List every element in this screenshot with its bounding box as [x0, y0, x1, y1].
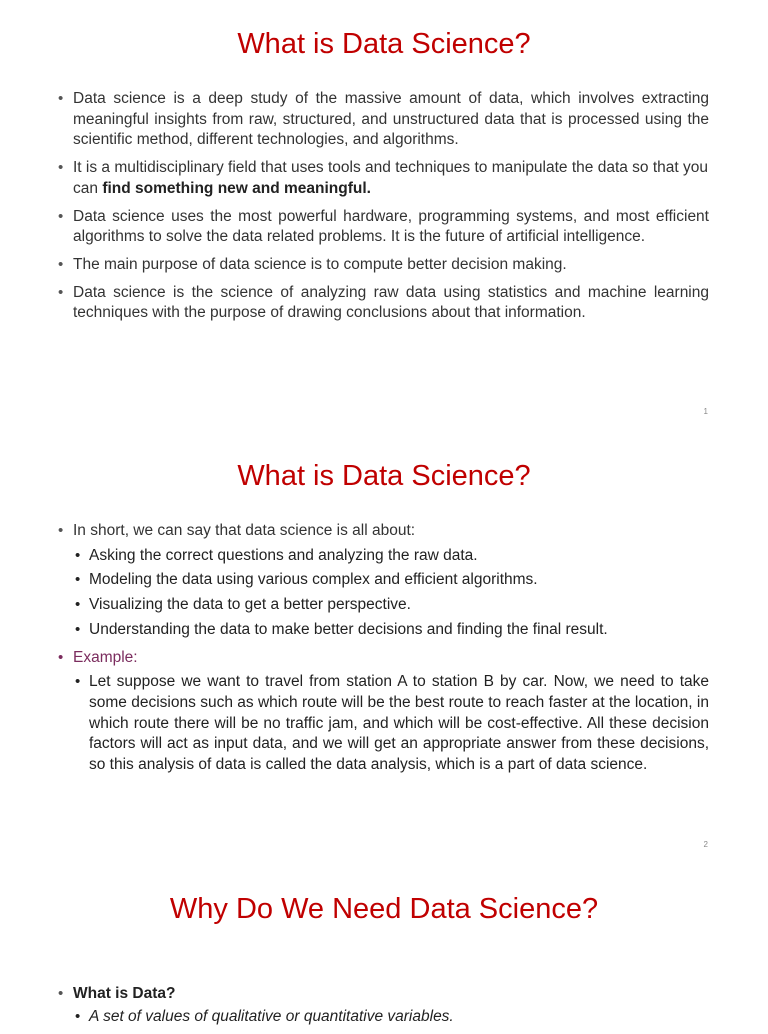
bullet-list: [57, 984, 709, 1034]
sub-bullet-item: [73, 1007, 709, 1028]
question-text: What is Data?: [73, 985, 176, 1002]
sub-bullet-list: [73, 672, 709, 776]
answer-text: A set of values of qualitative or quantitative variables.: [89, 1007, 454, 1025]
bullet-item: [57, 984, 709, 1027]
intro-text: In short, we can say that data science is all about:: [73, 522, 416, 539]
slide-title: What is Data Science?: [237, 28, 531, 60]
slide-2: [0, 432, 768, 866]
sub-bullet-item: • Visualizing the data to get a better perspective.: [73, 595, 709, 616]
sub-bullet-item: • Understanding the data to make better decisions and finding the final result.: [73, 620, 709, 641]
bullet-item: • Data science uses the most powerful hardware, programming systems, and most efficient algorithms to solve the data related problems. It is the future of artificial intelligence.: [57, 207, 709, 248]
page-number: 1: [703, 407, 708, 416]
example-text: • Let suppose we want to travel from station A to station B by car. Now, we need to take some decisions such as which route will be the best route to reach faster at the location, in which route there will be no traffic jam, and which will be cost-effective. All these decision factors will act as input data, and we will get an appropriate answer from these decisions, so this analysis of data is called the data analysis, which is a part of data science.: [73, 672, 709, 776]
bullet-item: [57, 648, 709, 776]
bullet-item: [57, 158, 709, 199]
slide-3: [0, 866, 768, 1024]
bullet-item: • The main purpose of data science is to compute better decision making.: [57, 255, 709, 276]
bullet-item: • Data science is the science of analyzing raw data using statistics and machine learning techniques with the purpose of drawing conclusions about that information.: [57, 283, 709, 324]
bullet-list: [57, 521, 709, 783]
bullet-list: [57, 89, 709, 331]
bold-phrase: find something new and meaningful.: [102, 179, 371, 197]
sub-bullet-item: • Asking the correct questions and analyzing the raw data.: [73, 546, 709, 567]
example-label: Example:: [73, 648, 138, 666]
page-number: 2: [703, 840, 708, 849]
sub-bullet-item: • Modeling the data using various complex and efficient algorithms.: [73, 570, 709, 591]
sub-bullet-list: [73, 546, 709, 641]
slide-title: What is Data Science?: [237, 460, 531, 492]
bullet-item: [57, 521, 709, 641]
slide-title: Why Do We Need Data Science?: [169, 893, 599, 925]
slide-1: [0, 0, 768, 432]
sub-bullet-list: [73, 1007, 709, 1028]
bullet-text: It is a multidisciplinary field that uses tools and techniques to manipulate the data so that you can: [73, 159, 709, 197]
bullet-item: • Data science is a deep study of the massive amount of data, which involves extracting meaningful insights from raw, structured, and unstructured data that is processed using the scientific method, different technologies, and algorithms.: [57, 89, 709, 151]
